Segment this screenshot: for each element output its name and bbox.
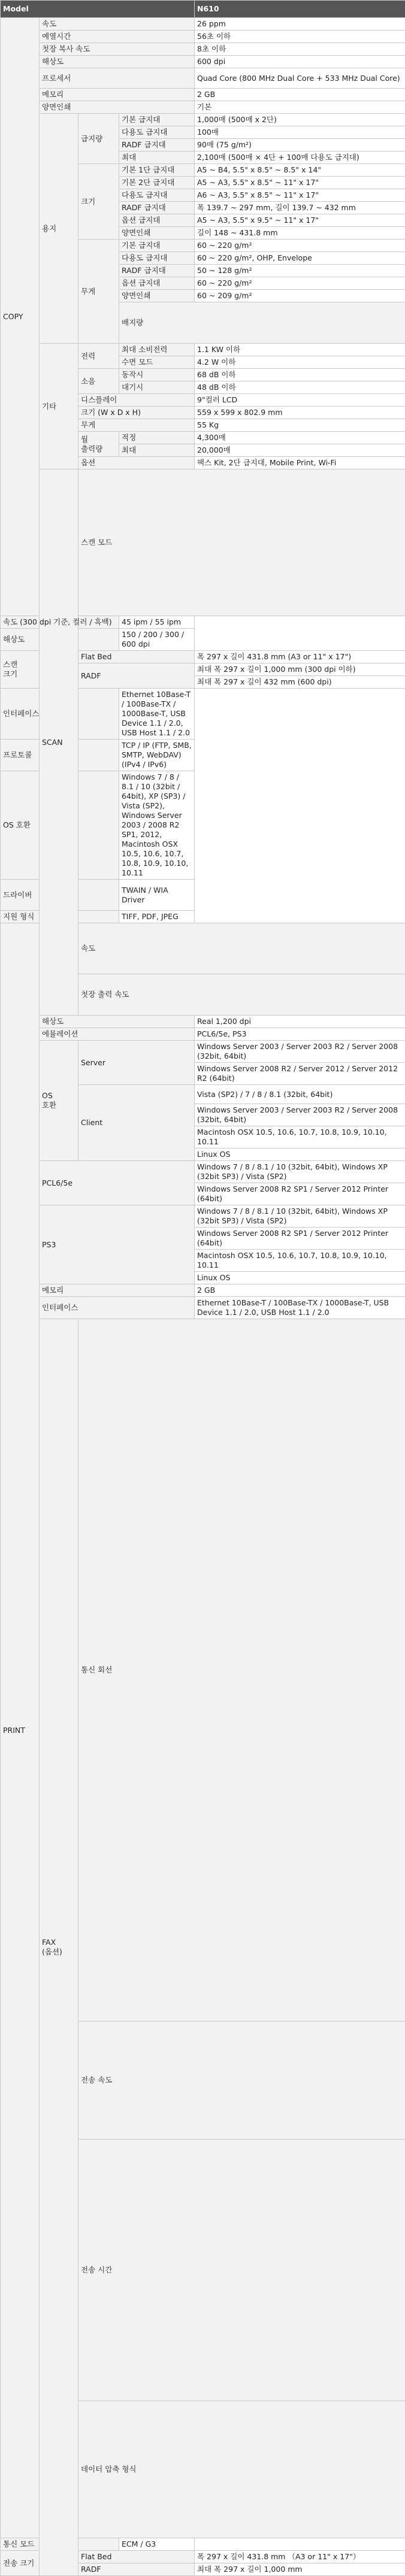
- spec-row: [1, 1284, 405, 1297]
- spec-row: [1, 68, 405, 89]
- spec-value: 48 dB 이하: [195, 381, 405, 394]
- spec-value: Windows Server 2003 / Server 2003 R2 / Server 2008 (32bit, 64bit): [195, 1104, 405, 1126]
- spec-label: 크기: [78, 164, 119, 240]
- spec-label: 기본 급지대: [119, 240, 195, 252]
- spec-label: 예열시간: [40, 31, 195, 43]
- spec-value: 600 dpi: [195, 56, 405, 68]
- spec-label: RADF: [78, 2563, 195, 2576]
- spec-row: [1, 1041, 405, 1063]
- spec-value: Windows Server 2008 R2 SP1 / Server 2012 Printer (64bit): [195, 1183, 405, 1205]
- spec-label: Client: [78, 1085, 195, 1161]
- category-cell: COPY: [1, 18, 40, 616]
- spec-label: 기본 2단 급지대: [119, 177, 195, 189]
- spec-value: 폭 139.7 ~ 297 mm, 길이 139.7 ~ 432 mm: [195, 202, 405, 214]
- spec-label: PS3: [40, 1205, 195, 1284]
- spec-value: Windows Server 2008 R2 / Server 2012 / Server 2012 R2 (64bit): [195, 1063, 405, 1085]
- spec-row: [1, 1297, 405, 1319]
- spec-value: Windows Server 2008 R2 SP1 / Server 2012 Printer (64bit): [195, 1228, 405, 1250]
- spec-row: [1, 18, 405, 31]
- spec-label: 첫장 복사 속도: [40, 43, 195, 56]
- spec-label: 양면인쇄: [40, 101, 195, 114]
- spec-value: 56초 이하: [195, 31, 405, 43]
- spec-label: 속도: [78, 923, 405, 974]
- spec-row: [1, 616, 405, 629]
- spec-label: 드라이버: [1, 880, 119, 911]
- spec-label: 무게: [78, 419, 195, 432]
- spec-label: Server: [78, 1041, 195, 1085]
- spec-label: 스캔 크기: [1, 651, 40, 689]
- spec-value: 60 ~ 209 g/m²: [195, 290, 405, 302]
- spec-value: 90매 (75 g/m²): [195, 139, 405, 151]
- spec-label: 최대: [119, 151, 195, 164]
- spec-value: 68 dB 이하: [195, 369, 405, 381]
- spec-label: 대기시: [119, 381, 195, 394]
- spec-row: [1, 689, 405, 740]
- spec-value: A5 ~ B4, 5.5" x 8.5" ~ 8.5" x 14": [195, 164, 405, 177]
- spec-label: RADF 급지대: [119, 265, 195, 277]
- spec-value: 4,300매: [195, 432, 405, 444]
- spec-value: 최대 폭 297 x 길이 1,000 mm: [195, 2563, 405, 2576]
- spec-label: 적정: [119, 432, 195, 444]
- spec-value: Real 1,200 dpi: [195, 1016, 405, 1028]
- spec-value: Linux OS: [195, 1272, 405, 1284]
- spec-label: RADF 급지대: [119, 202, 195, 214]
- spec-label: 지원 형식: [1, 911, 119, 923]
- spec-label: 다용도 급지대: [119, 126, 195, 139]
- spec-value: 60 ~ 220 g/m², OHP, Envelope: [195, 252, 405, 265]
- spec-label: 해상도: [1, 629, 119, 651]
- spec-label: 옵션: [78, 457, 195, 469]
- spec-row: [1, 2538, 405, 2551]
- spec-row: [1, 31, 405, 43]
- spec-label: 급지량: [78, 114, 119, 164]
- spec-value: 60 ~ 220 g/m²: [195, 240, 405, 252]
- spec-value: 1.1 KW 이하: [195, 344, 405, 356]
- spec-label: Flat Bed: [78, 2551, 195, 2563]
- spec-label: 수면 모드: [119, 356, 195, 369]
- spec-value: Ethernet 10Base-T / 100Base-TX / 1000Base-T, USB Device 1.1 / 2.0, USB Host 1.1 / 2.0: [119, 689, 195, 740]
- spec-label: 속도 (300 dpi 기준, 컬러 / 흑백): [1, 616, 119, 629]
- spec-value: 길이 148 ~ 431.8 mm: [195, 227, 405, 240]
- spec-value: TCP / IP (FTP, SMB, SMTP, WebDAV) (IPv4 / IPv6): [119, 740, 195, 771]
- spec-value: 45 ipm / 55 ipm: [119, 616, 195, 629]
- spec-label: 기본 급지대: [119, 114, 195, 126]
- header-row: [1, 1, 405, 18]
- spec-value: Macintosh OSX 10.5, 10.6, 10.7, 10.8, 10.9, 10.10, 10.11: [195, 1250, 405, 1272]
- spec-value: Macintosh OSX 10.5, 10.6, 10.7, 10.8, 10.9, 10.10, 10.11: [195, 1126, 405, 1148]
- spec-value: 2,100매 (500매 × 4단 + 100매 다용도 급지대): [195, 151, 405, 164]
- spec-label: 메모리: [40, 1284, 195, 1297]
- category-cell: SCAN: [40, 469, 78, 1016]
- spec-label: 양면인쇄: [119, 227, 195, 240]
- spec-row: [1, 344, 405, 356]
- spec-label: 양면인쇄: [119, 290, 195, 302]
- spec-row: [1, 771, 405, 880]
- spec-row: [1, 629, 405, 651]
- spec-value: 기본: [195, 101, 405, 114]
- spec-label: RADF: [78, 663, 195, 689]
- spec-label: 통신 모드: [1, 2538, 119, 2551]
- spec-value: Windows 7 / 8 / 8.1 / 10 (32bit, 64bit), Windows XP (32bit SP3) / Vista (SP2): [195, 1205, 405, 1228]
- spec-row: [1, 911, 405, 923]
- spec-label: 다용도 급지대: [119, 252, 195, 265]
- spec-value: 2 GB: [195, 1284, 405, 1297]
- spec-label: 최대 소비전력: [119, 344, 195, 356]
- spec-row: [1, 101, 405, 114]
- spec-value: 60 ~ 220 g/m²: [195, 277, 405, 290]
- spec-label: 에뮬레이션: [40, 1028, 195, 1041]
- spec-label: 기타: [40, 344, 78, 469]
- spec-row: [1, 114, 405, 126]
- spec-label: 해상도: [40, 56, 195, 68]
- spec-label: 해상도: [40, 1016, 195, 1028]
- spec-value: 폭 297 x 길이 431.8 mm （A3 or 11" x 17"）: [195, 2551, 405, 2563]
- spec-value: 1,000매 (500매 x 2단): [195, 114, 405, 126]
- spec-row: [1, 1016, 405, 1028]
- spec-label: 전송 시간: [78, 2139, 405, 2401]
- spec-label: 전송 속도: [78, 2022, 405, 2139]
- spec-value: Windows 7 / 8 / 8.1 / 10 (32bit, 64bit), Windows XP (32bit SP3) / Vista (SP2): [195, 1161, 405, 1183]
- category-cell: PRINT: [1, 923, 40, 2538]
- spec-label: 동작시: [119, 369, 195, 381]
- spec-label: 전송 크기: [1, 2551, 40, 2576]
- spec-value: Windows Server 2003 / Server 2003 R2 / Server 2008 (32bit, 64bit): [195, 1041, 405, 1063]
- spec-value: 559 x 599 x 802.9 mm: [195, 407, 405, 419]
- spec-row: [1, 1205, 405, 1228]
- spec-value: 폭 297 x 길이 431.8 mm (A3 or 11" x 17"): [195, 651, 405, 663]
- spec-label: 다용도 급지대: [119, 189, 195, 202]
- model-header-value: N610: [195, 1, 405, 18]
- spec-label: 무게: [78, 240, 119, 344]
- spec-value: 최대 폭 297 x 길이 432 mm (600 dpi): [195, 676, 405, 689]
- spec-label: 프로세서: [40, 68, 195, 89]
- spec-label: 월 출력량: [78, 432, 119, 457]
- spec-label: OS 호환: [40, 1041, 78, 1161]
- spec-value: A5 ~ A3, 5.5" x 9.5" ~ 11" x 17": [195, 214, 405, 227]
- spec-value: Linux OS: [195, 1148, 405, 1161]
- spec-label: 프로토콜: [1, 740, 119, 771]
- spec-label: 스캔 모드: [78, 469, 405, 616]
- spec-value: Windows 7 / 8 / 8.1 / 10 (32bit / 64bit), XP (SP3) / Vista (SP2), Windows Server 2003 / 2008 R2 SP1, 2012, Macintosh OSX 10.5, 10.6, 10.7, 10.8, 10.9, 10.10, 10.11: [119, 771, 195, 880]
- spec-value: 50 ~ 128 g/m²: [195, 265, 405, 277]
- spec-label: OS 호환: [1, 771, 119, 880]
- spec-label: 옵션 급지대: [119, 277, 195, 290]
- spec-table-body: [1, 1, 405, 2576]
- spec-label: 옵션 급지대: [119, 214, 195, 227]
- spec-label: 기본 1단 급지대: [119, 164, 195, 177]
- spec-value: Vista (SP2) / 7 / 8 / 8.1 (32bit, 64bit): [195, 1085, 405, 1104]
- spec-label: Flat Bed: [78, 651, 195, 663]
- spec-value: 20,000매: [195, 444, 405, 457]
- spec-row: [1, 1319, 405, 2022]
- spec-value: 26 ppm: [195, 18, 405, 31]
- spec-value: A5 ~ A3, 5.5" x 8.5" ~ 11" x 17": [195, 177, 405, 189]
- spec-value: 2 GB: [195, 89, 405, 101]
- spec-label: 인터페이스: [40, 1297, 195, 1319]
- spec-label: 소음: [78, 369, 119, 394]
- spec-label: 전력: [78, 344, 119, 369]
- spec-value: Quad Core (800 MHz Dual Core + 533 MHz Dual Core): [195, 68, 405, 89]
- spec-value: 8초 이하: [195, 43, 405, 56]
- spec-value: TWAIN / WIA Driver: [119, 880, 195, 911]
- spec-value: 150 / 200 / 300 / 600 dpi: [119, 629, 195, 651]
- spec-label: 배지량: [119, 302, 405, 344]
- spec-value: 최대 폭 297 x 길이 1,000 mm (300 dpi 이하): [195, 663, 405, 676]
- spec-label: 속도: [40, 18, 195, 31]
- spec-row: [1, 89, 405, 101]
- spec-label: 용지: [40, 114, 78, 344]
- spec-label: 메모리: [40, 89, 195, 101]
- spec-value: ECM / G3: [119, 2538, 195, 2551]
- category-cell: FAX (옵션): [40, 1319, 78, 2576]
- spec-value: 100매: [195, 126, 405, 139]
- spec-row: [1, 43, 405, 56]
- spec-label: PCL6/5e: [40, 1161, 195, 1205]
- spec-label: 데이터 압축 형식: [78, 2401, 405, 2538]
- spec-label: 인터페이스: [1, 689, 119, 740]
- spec-row: [1, 56, 405, 68]
- spec-value: 4.2 W 이하: [195, 356, 405, 369]
- spec-value: PCL6/5e, PS3: [195, 1028, 405, 1041]
- spec-row: [1, 1028, 405, 1041]
- spec-label: 최대: [119, 444, 195, 457]
- spec-value: 9"컬러 LCD: [195, 394, 405, 407]
- spec-value: 팩스 Kit, 2단 급지대, Mobile Print, Wi-Fi: [195, 457, 405, 469]
- spec-value: Ethernet 10Base-T / 100Base-TX / 1000Base-T, USB Device 1.1 / 2.0, USB Host 1.1 / 2.0: [195, 1297, 405, 1319]
- spec-row: [1, 469, 405, 616]
- spec-label: 디스플레이: [78, 394, 195, 407]
- spec-label: RADF 급지대: [119, 139, 195, 151]
- spec-row: [1, 880, 405, 911]
- spec-label: 통신 회선: [78, 1319, 405, 2022]
- spec-value: A6 ~ A3, 5.5" x 8.5" ~ 11" x 17": [195, 189, 405, 202]
- spec-value: 55 Kg: [195, 419, 405, 432]
- model-header-label: Model: [1, 1, 195, 18]
- spec-label: 첫장 출력 속도: [78, 974, 405, 1016]
- spec-row: [1, 1161, 405, 1183]
- spec-label: 크기 (W x D x H): [78, 407, 195, 419]
- spec-value: TIFF, PDF, JPEG: [119, 911, 195, 923]
